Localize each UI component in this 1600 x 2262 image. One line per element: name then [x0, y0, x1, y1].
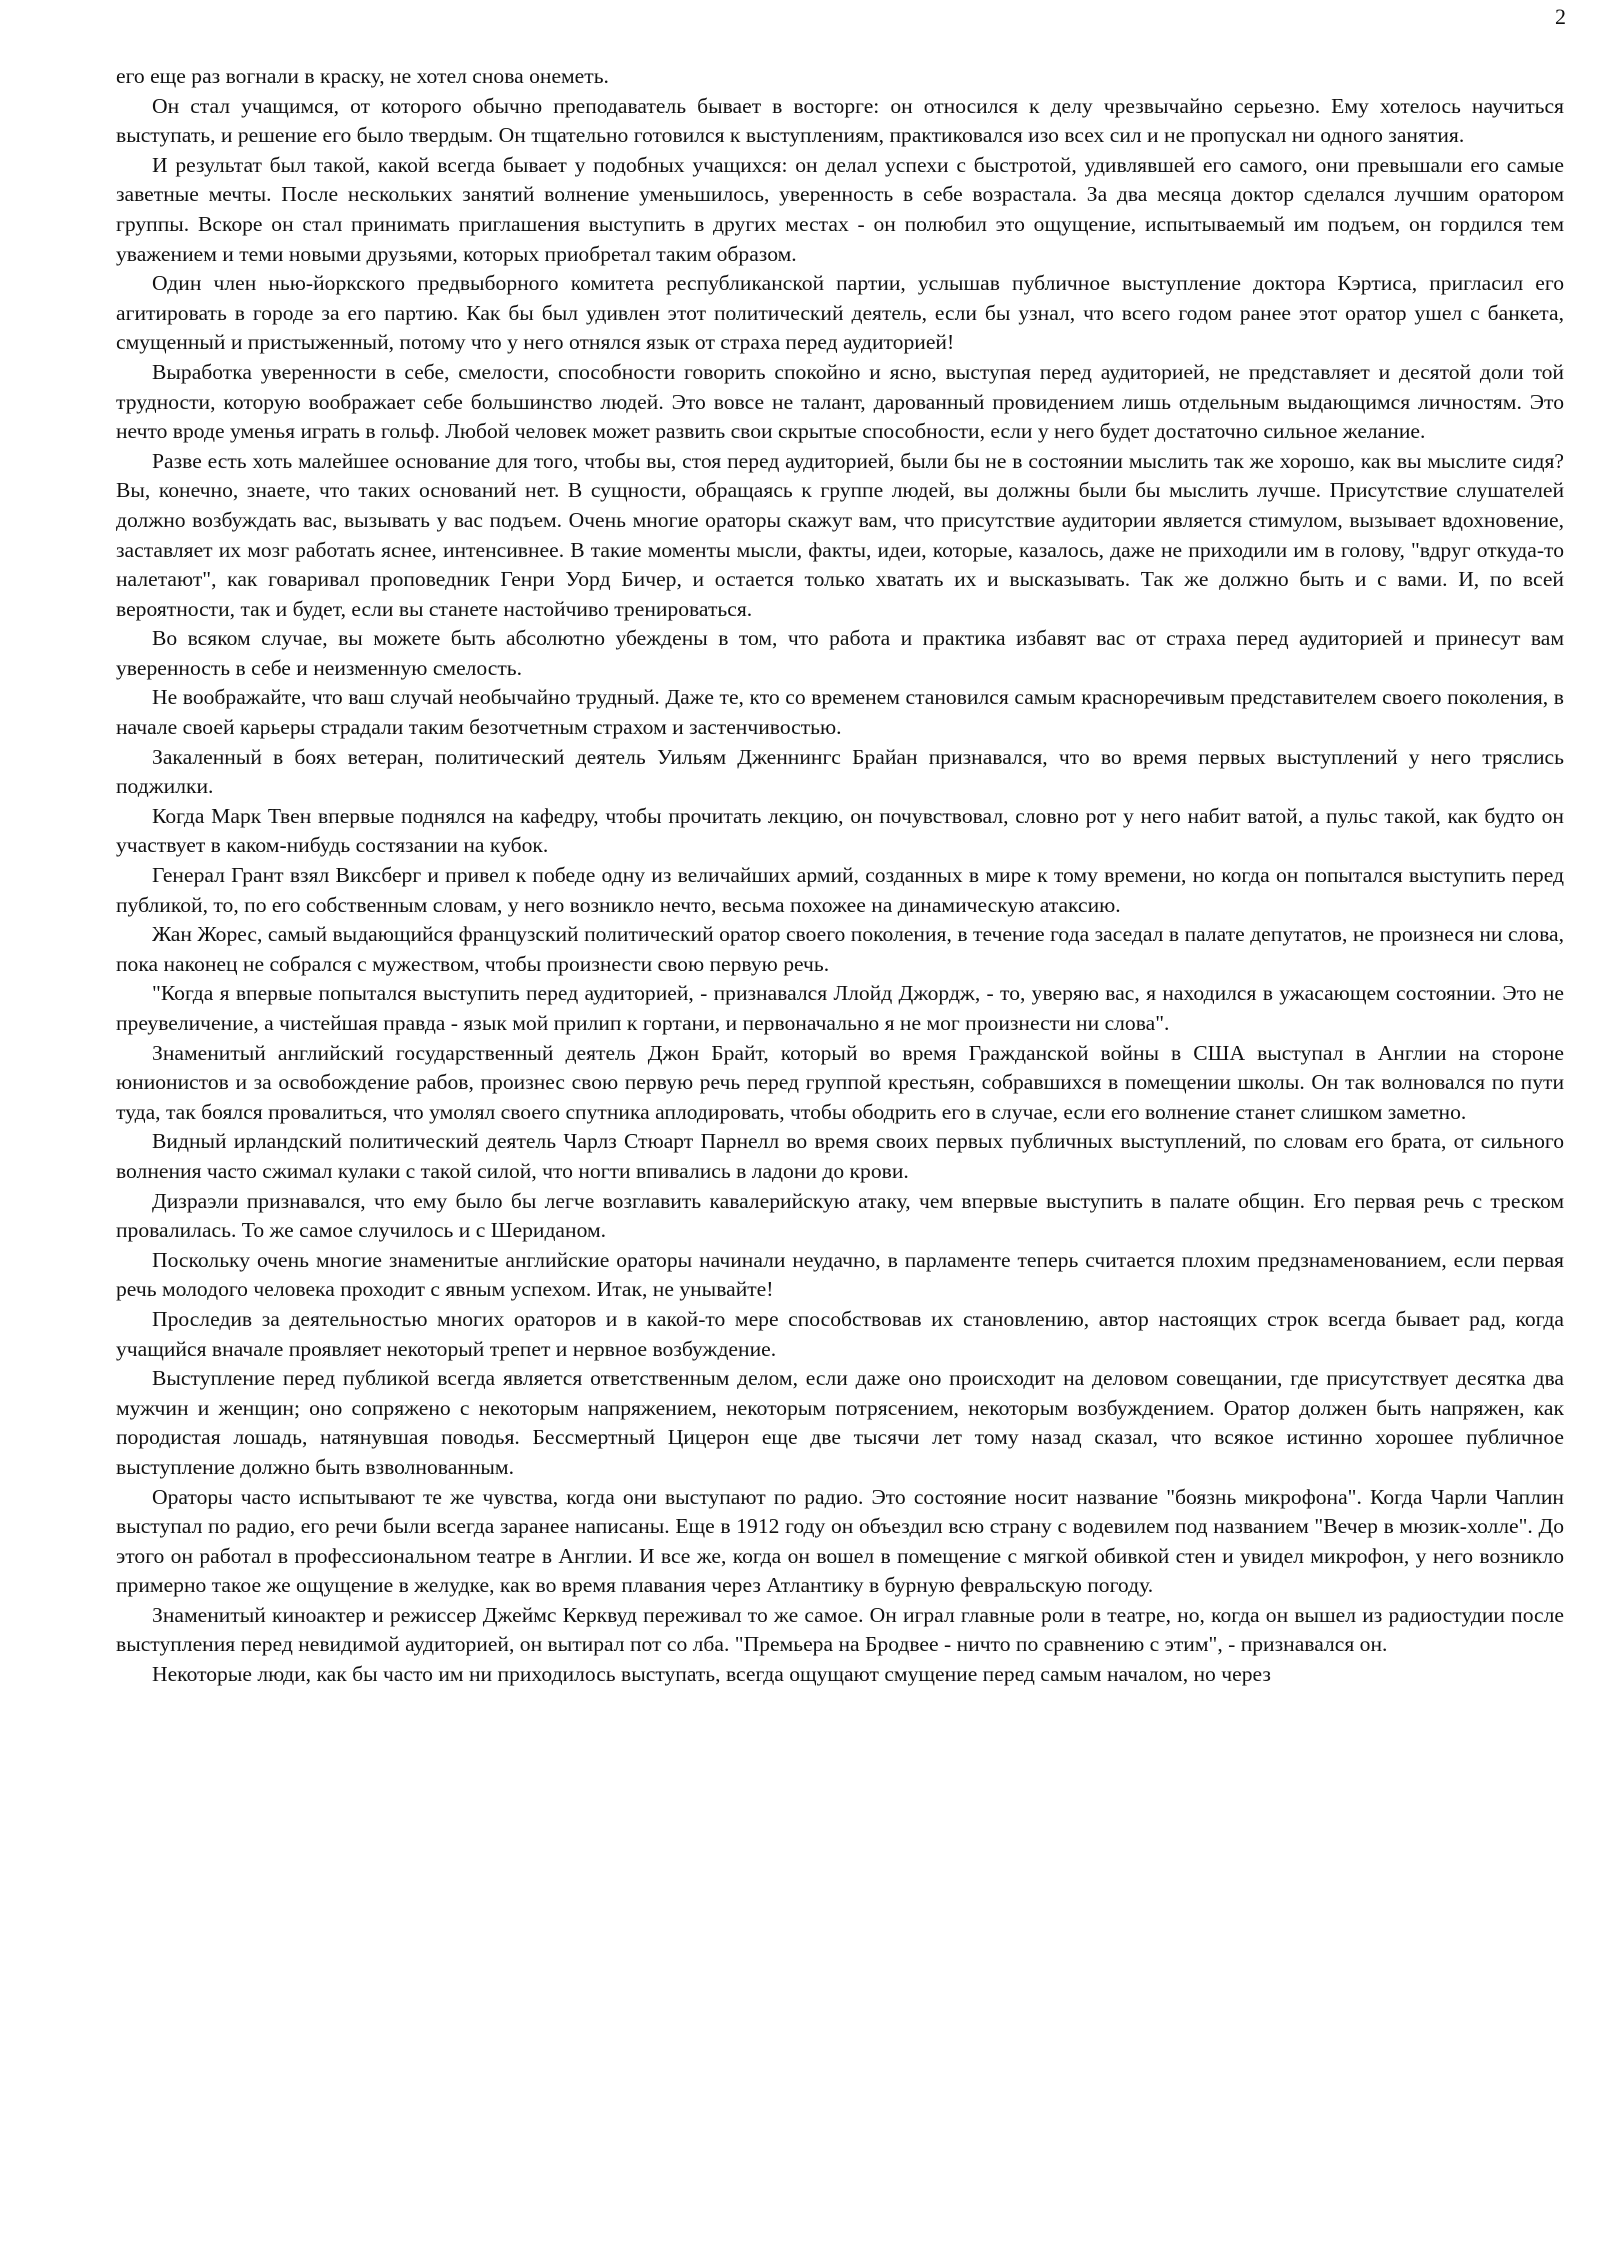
paragraph: Один член нью-йоркского предвыборного комитета республиканской партии, услышав публичное выступление доктора Кэртиса, пригласил его агитировать в городе за его партию. Как бы был удивлен этот политический деятель, если бы узнал, что всего годом ранее этот оратор ушел с банкета, смущенный и пристыженный, потому что у него отнялся язык от страха перед аудиторией! [116, 271, 1564, 355]
paragraph: Выступление перед публикой всегда является ответственным делом, если даже оно происходит на деловом совещании, где присутствует десятка два мужчин и женщин; оно сопряжено с некоторым напряжением, некоторым потрясением, некоторым возбуждением. Оратор должен быть напряжен, как породистая лошадь, натянувшая поводья. Бессмертный Цицерон еще две тысячи лет тому назад сказал, что всякое истинно хорошее публичное выступление должно быть взволнованным. [116, 1366, 1564, 1479]
paragraph: Ораторы часто испытывают те же чувства, когда они выступают по радио. Это состояние носит название "боязнь микрофона". Когда Чарли Чаплин выступал по радио, его речи были всегда заранее написаны. Еще в 1912 году он объездил всю страну с водевилем под названием "Вечер в мюзик-холле". До этого он работал в профессиональном театре в Англии. И все же, когда он вошел в помещение с мягкой обивкой стен и увидел микрофон, у него возникло примерно такое же ощущение в желудке, как во время плавания через Атлантику в бурную февральскую погоду. [116, 1484, 1564, 1598]
paragraph: Он стал учащимся, от которого обычно преподаватель бывает в восторге: он относился к делу чрезвычайно серьезно. Ему хотелось научиться выступать, и решение его было твердым. Он тщательно готовился к выступлениям, практиковался изо всех сил и не пропускал ни одного занятия. [116, 93, 1564, 148]
document-body [116, 62, 1564, 1690]
paragraph: Не воображайте, что ваш случай необычайно трудный. Даже те, кто со временем становился самым красноречивым представителем своего поколения, в начале своей карьеры страдали таким безотчетным страхом и застенчивостью. [116, 685, 1564, 740]
paragraph: "Когда я впервые попытался выступить перед аудиторией, - признавался Ллойд Джордж, - то, уверяю вас, я находился в ужасающем состоянии. Это не преувеличение, а чистейшая правда - язык мой прилип к гортани, и первоначально я не мог произнести ни слова". [116, 981, 1564, 1035]
paragraph: Поскольку очень многие знаменитые английские ораторы начинали неудачно, в парламенте теперь считается плохим предзнаменованием, если первая речь молодого человека проходит с явным успехом. Итак, не унывайте! [116, 1247, 1564, 1302]
paragraph: Когда Марк Твен впервые поднялся на кафедру, чтобы прочитать лекцию, он почувствовал, словно рот у него набит ватой, а пульс такой, как будто он участвует в каком-нибудь состязании на кубок. [116, 803, 1564, 858]
paragraph: Разве есть хоть малейшее основание для того, чтобы вы, стоя перед аудиторией, были бы не в состоянии мыслить так же хорошо, как вы мыслите сидя? Вы, конечно, знаете, что таких оснований нет. В сущности, обращаясь к группе людей, вы должны были бы мыслить лучше. Присутствие слушателей должно возбуждать вас, вызывать у вас подъем. Очень многие ораторы скажут вам, что присутствие аудитории является стимулом, вызывает вдохновение, заставляет их мозг работать яснее, интенсивнее. В такие моменты мысли, факты, идеи, которые, казалось, даже не приходили им в голову, "вдруг откуда-то налетают", как говаривал проповедник Генри Уорд Бичер, и остается только хватать их и высказывать. Так же должно быть и с вами. И, по всей вероятности, так и будет, если вы станете настойчиво тренироваться. [116, 448, 1564, 621]
paragraph: Дизраэли признавался, что ему было бы легче возглавить кавалерийскую атаку, чем впервые выступить в палате общин. Его первая речь с треском провалилась. То же самое случилось и с Шериданом. [116, 1188, 1564, 1243]
page-number: 2 [1555, 4, 1566, 29]
paragraph: Знаменитый киноактер и режиссер Джеймс Керквуд переживал то же самое. Он играл главные роли в театре, но, когда он вышел из радиостудии после выступления перед невидимой аудиторией, он вытирал пот со лба. "Премьера на Бродвее - ничто по сравнению с этим", - признавался он. [116, 1602, 1564, 1657]
paragraph: Некоторые люди, как бы часто им ни приходилось выступать, всегда ощущают смущение перед самым началом, но через [152, 1662, 1271, 1687]
paragraph: Генерал Грант взял Виксберг и привел к победе одну из величайших армий, созданных в мире к тому времени, но когда он попытался выступить перед публикой, то, по его собственным словам, у него возникло нечто, весьма похожее на динамическую атаксию. [116, 863, 1564, 917]
paragraph: Жан Жорес, самый выдающийся французский политический оратор своего поколения, в течение года заседал в палате депутатов, не произнеся ни слова, пока наконец не собрался с мужеством, чтобы произнести свою первую речь. [116, 922, 1564, 976]
paragraph: И результат был такой, какой всегда бывает у подобных учащихся: он делал успехи с быстротой, удивлявшей его самого, они превышали его самые заветные мечты. После нескольких занятий волнение уменьшилось, уверенность в себе возрастала. За два месяца доктор сделался лучшим оратором группы. Вскоре он стал принимать приглашения выступить в других местах - он полюбил это ощущение, испытываемый им подъем, он гордился тем уважением и теми новыми друзьями, которых приобретал таким образом. [116, 152, 1564, 266]
paragraph: его еще раз вогнали в краску, не хотел снова онеметь. [116, 64, 609, 88]
paragraph: Закаленный в боях ветеран, политический деятель Уильям Дженнингс Брайан признавался, что во время первых выступлений у него тряслись поджилки. [116, 744, 1564, 799]
paragraph: Выработка уверенности в себе, смелости, способности говорить спокойно и ясно, выступая перед аудиторией, не представляет и десятой доли той трудности, которую воображает себе большинство людей. Это вовсе не талант, дарованный провидением лишь отдельным выдающимся личностям. Это нечто вроде уменья играть в гольф. Любой человек может развить свои скрытые способности, если у него будет достаточно сильное желание. [116, 359, 1564, 444]
paragraph: Во всяком случае, вы можете быть абсолютно убеждены в том, что работа и практика избавят вас от страха перед аудиторией и принесут вам уверенность в себе и неизменную смелость. [116, 626, 1564, 680]
paragraph: Видный ирландский политический деятель Чарлз Стюарт Парнелл во время своих первых публичных выступлений, по словам его брата, от сильного волнения часто сжимал кулаки с такой силой, что ногти впивались в ладони до крови. [116, 1129, 1564, 1183]
paragraph: Проследив за деятельностью многих ораторов и в какой-то мере способствовав их становлению, автор настоящих строк всегда бывает рад, когда учащийся вначале проявляет некоторый трепет и нервное возбуждение. [116, 1306, 1564, 1361]
paragraph: Знаменитый английский государственный деятель Джон Брайт, который во время Гражданской войны в США выступал в Англии на стороне юнионистов и за освобождение рабов, произнес свою первую речь перед группой крестьян, собравшихся в помещении школы. Он так волновался по пути туда, так боялся провалиться, что умолял своего спутника аплодировать, чтобы ободрить его в случае, если его волнение станет слишком заметно. [116, 1040, 1564, 1124]
